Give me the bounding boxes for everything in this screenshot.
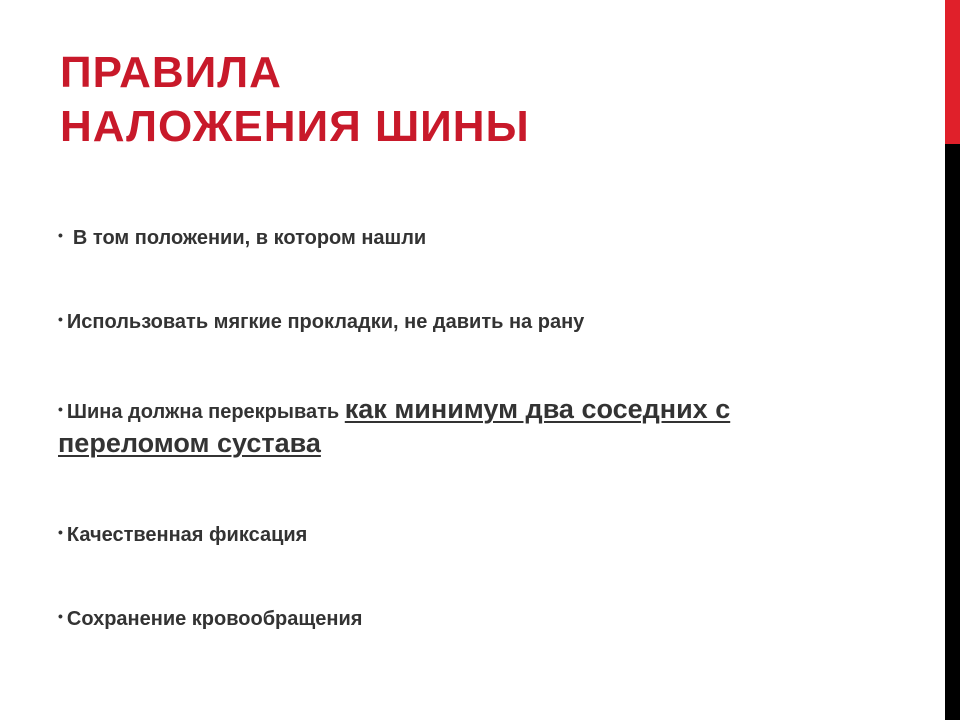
- bullet-item: [58, 519, 758, 548]
- bullet-text: В том положении, в котором нашли: [72, 227, 427, 249]
- bullet-dot-icon: •: [58, 524, 63, 540]
- bullet-text: Качественная фиксация: [66, 524, 308, 546]
- slide-title: [60, 46, 920, 154]
- bullet-text: Использовать мягкие прокладки, не давить на рану: [66, 311, 585, 333]
- accent-bar-black: [945, 144, 960, 720]
- bullet-item: [58, 392, 758, 460]
- bullet-dot-icon: •: [58, 311, 63, 327]
- bullet-dot-icon: •: [58, 401, 63, 417]
- bullet-item: [58, 222, 758, 251]
- accent-bar-red: [945, 0, 960, 144]
- bullet-dot-icon: •: [58, 227, 63, 243]
- bullet-emphasis: как минимум два соседних с переломом сустава: [58, 394, 731, 458]
- title-line-2: НАЛОЖЕНИЯ ШИНЫ: [60, 102, 530, 151]
- bullet-dot-icon: •: [58, 608, 63, 624]
- bullet-item: [58, 306, 758, 335]
- bullet-text: Шина должна перекрывать: [66, 401, 345, 423]
- bullet-text: Сохранение кровообращения: [66, 608, 363, 630]
- bullet-item: [58, 603, 758, 632]
- title-line-1: ПРАВИЛА: [60, 48, 282, 97]
